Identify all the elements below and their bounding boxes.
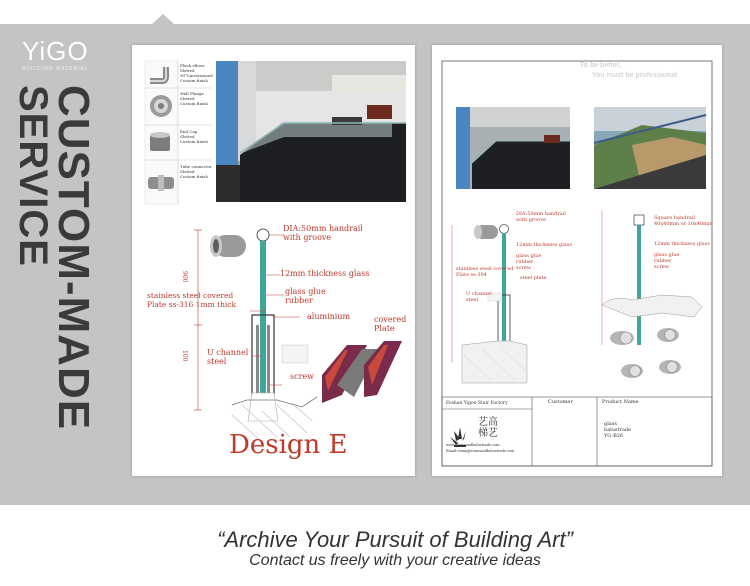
a-label-handrail: DIA:50mm handrail with groove xyxy=(516,211,566,223)
slogan-line1: To be better, xyxy=(580,62,622,69)
part-label-endcap: End Cap Slotted Custom finish xyxy=(180,129,208,144)
label-covered-plate: covered Plate xyxy=(374,315,407,333)
label-glue: glass glue rubber xyxy=(285,287,326,305)
label-plate: stainless steel covered Plate ss-316 1mm thick xyxy=(147,291,237,309)
label-handrail: DIA:50mm handrail with groove xyxy=(283,224,363,242)
email: Email:china@stairsandbalustrade.com xyxy=(446,449,515,453)
notch-pointer xyxy=(152,14,174,24)
section-drawing xyxy=(194,229,402,440)
aluminium-channel-icon xyxy=(322,341,402,403)
part-label-elbow: Flush elbow Slotted 90°Linestrained Custom finish xyxy=(180,63,213,83)
product-name: glass balustrade YG-B26 xyxy=(604,421,632,439)
interior-photo xyxy=(456,107,570,189)
section-a xyxy=(452,225,527,384)
design-label: Design E xyxy=(229,430,348,460)
label-glass: 12mm thickness glass xyxy=(280,269,370,278)
quote-line1: “Archive Your Pursuit of Building Art” xyxy=(217,527,573,552)
website: www.stairsandbalustrade.com xyxy=(446,443,500,447)
side-title-line1: CUSTOM-MADE xyxy=(49,85,98,431)
b-label-glass: 12mm thickness glass xyxy=(654,241,710,247)
sea-view-photo xyxy=(594,107,706,189)
left-sheet-drawing xyxy=(132,45,415,476)
dim-upper: 900 xyxy=(181,271,188,283)
handrail-tube-small-icon xyxy=(474,225,498,239)
part-label-connector: Tube connector Slotted Custom finish xyxy=(180,164,212,179)
b-label-handrail: Square handrail 40x40mm or 10x40mm xyxy=(654,215,713,227)
logo-sub: BUILDING MATERIAL xyxy=(22,66,89,72)
handrail-tube-icon xyxy=(210,235,246,257)
customer-label: Customer xyxy=(548,399,573,405)
staircase-photo xyxy=(216,61,406,202)
end-cap-icon xyxy=(150,132,170,151)
label-screw: screw xyxy=(290,372,314,381)
tube-connector-icon xyxy=(148,175,174,191)
product-label: Product Name xyxy=(602,399,639,405)
label-channel: U channel steel xyxy=(207,348,249,366)
side-title xyxy=(0,0,130,505)
slogan-line2: You must be professional xyxy=(592,72,678,79)
dim-lower: 100 xyxy=(181,350,188,362)
label-aluminium: aluminium xyxy=(307,312,351,321)
a-label-glass: 12mm thickness glass xyxy=(516,242,572,248)
a-label-plate: stainless steel covered Plate ss-304 xyxy=(456,266,514,278)
a-label-glue: glass glue rubber screw xyxy=(516,253,542,271)
left-drawing-sheet xyxy=(132,45,415,476)
side-title-line2: SERVICE xyxy=(11,85,55,267)
section-b xyxy=(602,211,702,378)
quote-line2: Contact us freely with your creative ideas xyxy=(249,552,541,569)
a-label-steel-plate: steel plate xyxy=(520,275,547,281)
a-label-channel: U channel steel xyxy=(466,291,492,303)
part-label-flange: Wall Flange Slotted Custom finish xyxy=(180,91,208,106)
wall-flange-icon xyxy=(150,95,172,117)
logo-cn: 艺高 梯艺 xyxy=(478,417,498,439)
logo-name: YiGO xyxy=(22,36,89,66)
b-label-glue: glass glue rubber screw xyxy=(654,252,680,270)
right-drawing-sheet xyxy=(432,45,722,476)
factory-name: Foshan Yigoo Stair Factory xyxy=(446,401,508,406)
glass-clamp-icon xyxy=(610,328,681,378)
